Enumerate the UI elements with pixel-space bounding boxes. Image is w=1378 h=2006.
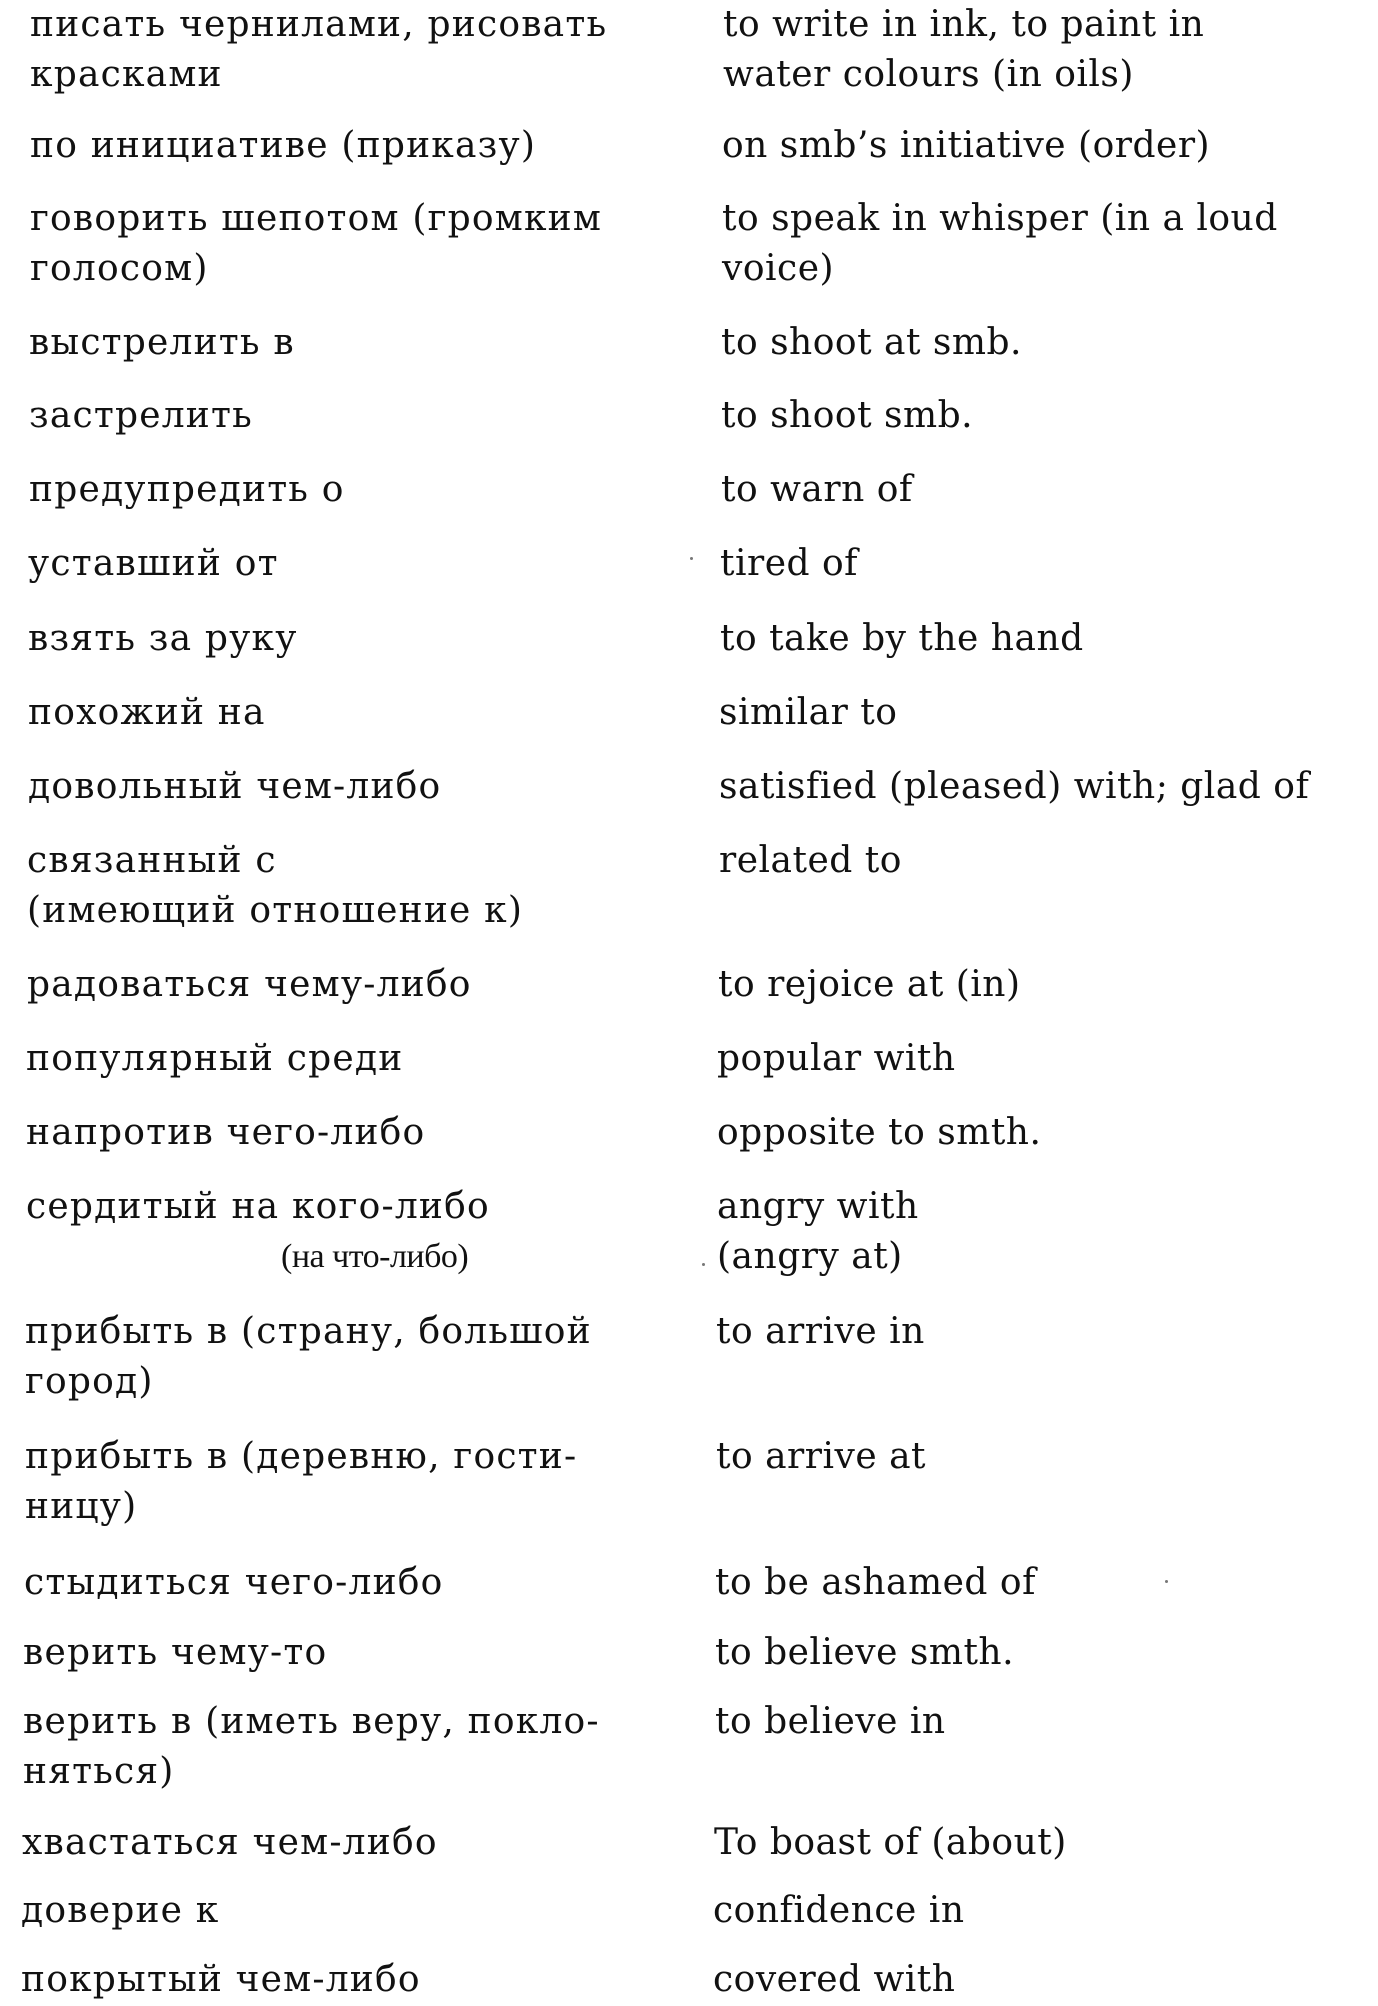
scan-speck xyxy=(1165,1580,1168,1583)
russian-phrase: стыдиться чего-либо xyxy=(24,1562,444,1603)
russian-phrase: доверие к xyxy=(21,1890,220,1931)
english-translation: to warn of xyxy=(721,469,913,510)
english-translation: to be ashamed of xyxy=(715,1562,1036,1603)
english-translation: tired of xyxy=(720,543,858,584)
english-translation: to shoot smb. xyxy=(721,395,974,436)
english-translation: popular with xyxy=(717,1038,956,1079)
english-translation: to speak in whisper (in a loud voice) xyxy=(722,198,1278,289)
english-translation: to take by the hand xyxy=(720,618,1084,659)
russian-phrase: прибыть в (страну, большой город) xyxy=(25,1311,592,1402)
russian-phrase: хвастаться чем-либо xyxy=(22,1822,438,1863)
russian-phrase: связанный с (имеющий отношение к) xyxy=(27,840,524,931)
english-translation: to arrive in xyxy=(716,1311,925,1352)
english-translation: covered with xyxy=(713,1959,956,2000)
english-translation: opposite to smth. xyxy=(717,1112,1042,1153)
russian-phrase: говорить шепотом (громким голосом) xyxy=(30,198,603,289)
russian-phrase: предупредить о xyxy=(29,469,345,510)
english-translation: To boast of (about) xyxy=(714,1822,1067,1863)
russian-phrase: покрытый чем-либо xyxy=(21,1959,421,2000)
english-translation: to rejoice at (in) xyxy=(718,964,1021,1005)
russian-phrase: писать чернилами, рисовать красками xyxy=(30,4,608,95)
russian-phrase: популярный среди xyxy=(26,1038,404,1079)
english-translation: satisfied (pleased) with; glad of xyxy=(719,766,1310,807)
russian-phrase: по инициативе (приказу) xyxy=(30,125,537,166)
russian-phrase: сердитый на кого-либо (на что-либо) xyxy=(26,1186,490,1275)
russian-phrase: взять за руку xyxy=(28,618,298,659)
english-translation: confidence in xyxy=(713,1890,965,1931)
russian-phrase: уставший от xyxy=(28,543,279,584)
english-translation: to believe in xyxy=(715,1701,946,1742)
russian-phrase: прибыть в (деревню, гости- ницу) xyxy=(25,1436,578,1527)
english-translation: to arrive at xyxy=(716,1436,926,1477)
english-translation: angry with (angry at) xyxy=(717,1186,919,1277)
english-translation: related to xyxy=(719,840,902,881)
russian-phrase: верить чему-то xyxy=(23,1632,328,1673)
russian-phrase: верить в (иметь веру, покло- няться) xyxy=(23,1701,600,1792)
english-translation: to write in ink, to paint in water colours (in oils) xyxy=(723,4,1205,95)
russian-phrase: выстрелить в xyxy=(29,322,295,363)
scan-speck xyxy=(690,557,693,560)
english-translation: to shoot at smb. xyxy=(721,322,1022,363)
russian-phrase: похожий на xyxy=(28,692,266,733)
russian-phrase: радоваться чему-либо xyxy=(27,964,472,1005)
english-translation: similar to xyxy=(719,692,898,733)
russian-phrase: довольный чем-либо xyxy=(28,766,442,807)
scan-speck xyxy=(702,1263,705,1266)
russian-phrase: напротив чего-либо xyxy=(26,1112,426,1153)
english-translation: to believe smth. xyxy=(715,1632,1015,1673)
english-translation: on smb’s initiative (order) xyxy=(722,125,1211,166)
russian-phrase: застрелить xyxy=(29,395,253,436)
